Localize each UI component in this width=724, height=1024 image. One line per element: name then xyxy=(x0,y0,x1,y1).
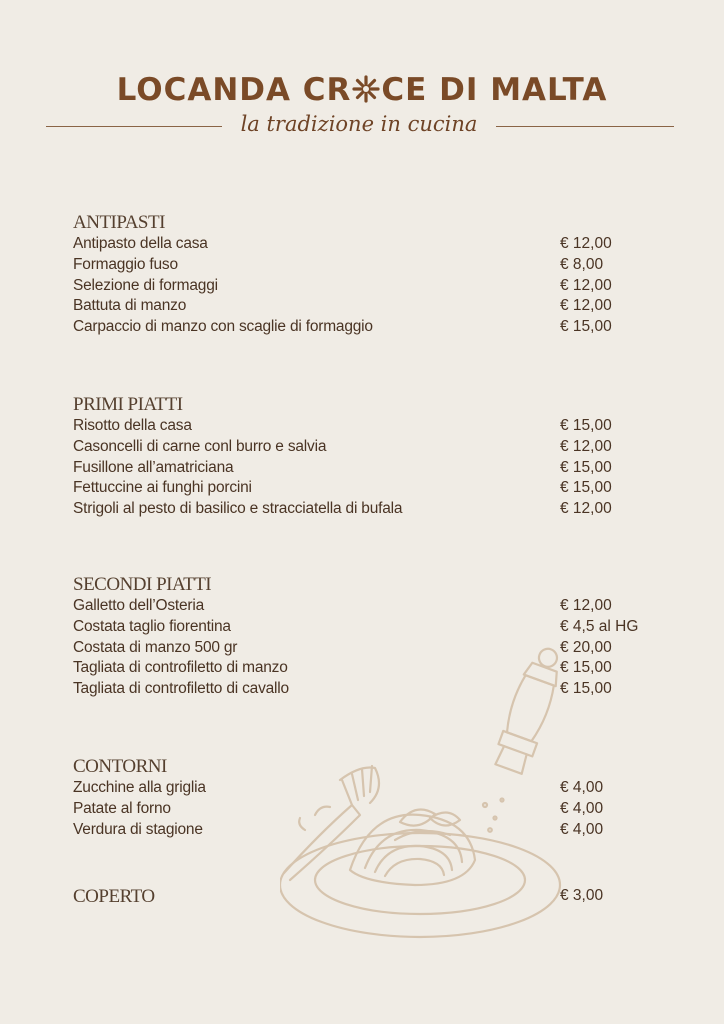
item-name: Zucchine alla griglia xyxy=(73,779,206,796)
section-title: CONTORNI xyxy=(73,756,167,777)
subtitle-row xyxy=(0,108,724,142)
item-price: € 20,00 xyxy=(560,638,612,656)
item-price: € 4,00 xyxy=(560,779,604,796)
menu-item xyxy=(73,499,673,520)
item-name: Carpaccio di manzo con scaglie di formaggio xyxy=(73,318,373,336)
item-price: € 12,00 xyxy=(560,235,612,252)
item-price: € 8,00 xyxy=(560,255,604,273)
item-price: € 4,00 xyxy=(560,820,604,838)
item-name: Strigoli al pesto di basilico e stracciatella di bufala xyxy=(73,500,403,518)
section-title: PRIMI PIATTI xyxy=(73,394,183,415)
section-title: SECONDI PIATTI xyxy=(73,574,212,595)
item-name: Fusillone all’amatriciana xyxy=(73,458,234,476)
menu-item xyxy=(73,276,673,297)
restaurant-name xyxy=(0,70,724,110)
item-price: € 4,5 al HG xyxy=(560,617,639,635)
section-contorni xyxy=(73,756,673,840)
divider-left xyxy=(46,126,222,127)
menu-item xyxy=(73,596,673,617)
coperto-title: COPERTO xyxy=(73,886,155,907)
menu-item xyxy=(73,296,673,317)
menu-item xyxy=(73,234,673,255)
item-name: Fettuccine ai funghi porcini xyxy=(73,479,252,497)
tagline: la tradizione in cucina xyxy=(240,112,478,136)
menu-item xyxy=(73,317,673,338)
restaurant-name-part2: CE DI MALTA xyxy=(381,72,608,108)
menu-item xyxy=(73,458,673,479)
item-price: € 12,00 xyxy=(560,500,612,518)
item-price: € 12,00 xyxy=(560,297,612,315)
menu-item xyxy=(73,679,673,700)
item-price: € 12,00 xyxy=(560,437,612,455)
menu-header xyxy=(0,70,724,110)
item-name: Patate al forno xyxy=(73,799,171,817)
item-name: Battuta di manzo xyxy=(73,297,187,315)
section-title: ANTIPASTI xyxy=(73,212,165,233)
menu-item xyxy=(73,799,673,820)
menu-item xyxy=(73,255,673,276)
item-name: Antipasto della casa xyxy=(73,235,208,252)
item-name: Costata di manzo 500 gr xyxy=(73,638,238,656)
item-price: € 4,00 xyxy=(560,799,604,817)
item-name: Selezione di formaggi xyxy=(73,276,218,294)
menu-item xyxy=(73,658,673,679)
menu-item xyxy=(73,437,673,458)
item-name: Galletto dell’Osteria xyxy=(73,597,205,614)
item-price: € 15,00 xyxy=(560,318,612,336)
section-antipasti xyxy=(73,212,673,338)
item-price: € 15,00 xyxy=(560,479,612,497)
item-price: € 15,00 xyxy=(560,417,612,434)
divider-right xyxy=(496,126,674,127)
item-price: € 15,00 xyxy=(560,458,612,476)
menu-item xyxy=(73,638,673,659)
menu-item xyxy=(73,478,673,499)
asterisk-star-icon xyxy=(352,75,380,103)
item-name: Casoncelli di carne conl burro e salvia xyxy=(73,437,327,455)
item-name: Formaggio fuso xyxy=(73,255,178,273)
menu-item xyxy=(73,617,673,638)
item-price: € 15,00 xyxy=(560,659,612,677)
menu-item xyxy=(73,416,673,437)
item-name: Tagliata di controfiletto di cavallo xyxy=(73,680,289,698)
item-name: Verdura di stagione xyxy=(73,820,203,838)
section-primi-piatti xyxy=(73,394,673,520)
item-name: Risotto della casa xyxy=(73,417,192,434)
item-price: € 12,00 xyxy=(560,276,612,294)
menu-item xyxy=(73,778,673,799)
coperto-price: € 3,00 xyxy=(560,887,604,904)
restaurant-name-part1: LOCANDA CR xyxy=(116,72,352,108)
section-secondi-piatti xyxy=(73,574,673,700)
item-name: Tagliata di controfiletto di manzo xyxy=(73,659,288,677)
item-price: € 12,00 xyxy=(560,597,612,614)
item-price: € 15,00 xyxy=(560,680,612,698)
item-name: Costata taglio fiorentina xyxy=(73,617,231,635)
menu-item xyxy=(73,820,673,841)
